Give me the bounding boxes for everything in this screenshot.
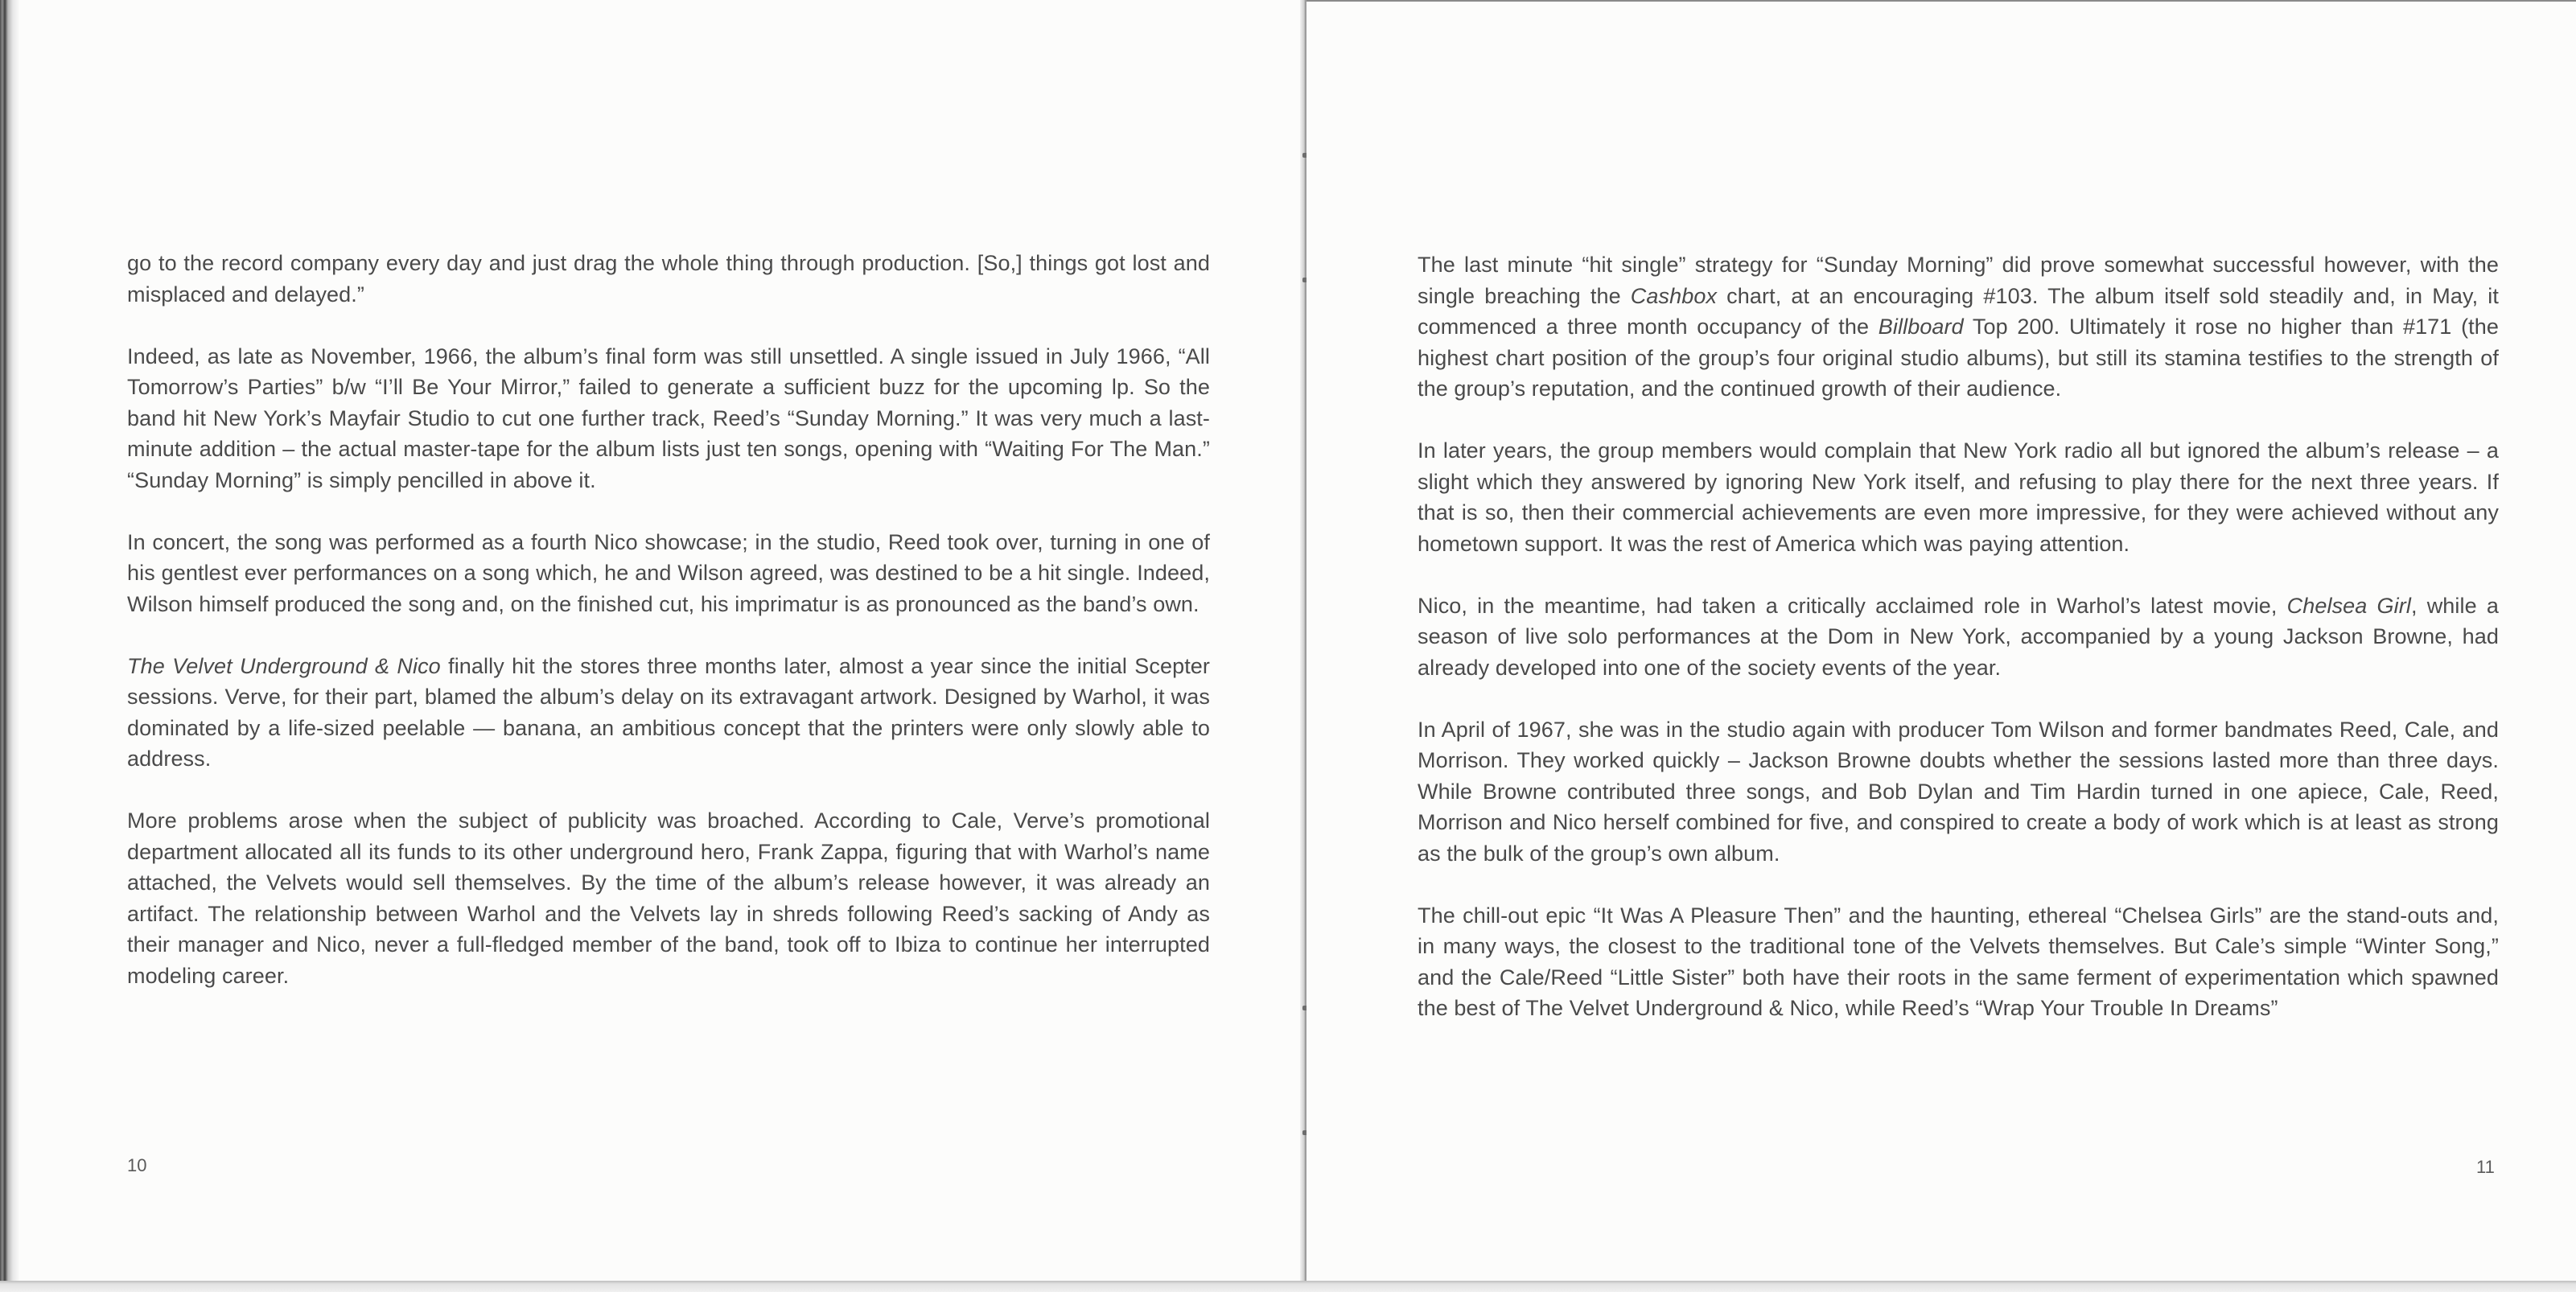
right-page [1307, 0, 2576, 1282]
paragraph-text: The last minute “hit single” strategy for “Sunday Morning” did prove somewhat successful however, with the single breaching the [1418, 253, 2499, 308]
paragraph-text: finally hit the stores three months later, almost a year since the initial Scepter sessions. Verve, for their part, blamed the album’s delay on its extravagant artwork. Designed by Warhol, it was dominated by a life-sized peelable — banana, an ambitious concept that the printers were only slowly able to address. [127, 653, 1211, 771]
paragraph-text: chart, at an encouraging #103. The album itself sold steadily and, in May, it commenced a three month occupancy of the [1418, 283, 2499, 339]
paragraph [1418, 435, 2499, 559]
chart-name-italic: Cashbox [1630, 283, 1718, 308]
booklet-bottom-edge [0, 1281, 2576, 1292]
paragraph [1418, 249, 2499, 405]
paragraph-text: In later years, the group members would complain that New York radio all but ignored the album’s release – a slight which they answered by ignoring New York itself, and refusing to play there for the next three years. If that is so, then their commercial achievements are even more impressive, for they were achieved without any hometown support. It was the rest of America which was paying attention. [1418, 438, 2499, 556]
paragraph-text: In concert, the song was performed as a fourth Nico showcase; in the studio, Reed took over, turning in one of his gentlest ever performances on a song which, he and Wilson agreed, was destined to be a hit single. Indeed, Wilson himself produced the song and, on the finished cut, his imprimatur is as pronounced as the band’s own. [127, 529, 1210, 616]
paragraph-text: In April of 1967, she was in the studio again with producer Tom Wilson and former bandmates Reed, Cale, and Morrison. They worked quickly – Jackson Browne doubts whether the sessions lasted more than three days. While Browne contributed three songs, and Bob Dylan and Tim Hardin turned in one apiece, Cale, Reed, Morrison and Nico herself combined for five, and conspired to create a body of work which is at least as strong as the bulk of the group’s own album. [1418, 717, 2499, 866]
paragraph [1418, 900, 2499, 1024]
paragraph [127, 805, 1210, 991]
paragraph-text: More problems arose when the subject of publicity was broached. According to Cale, Verve’s promotional department allocated all its funds to its other underground hero, Frank Zappa, figuring that with Warhol’s name attached, the Velvets would sell themselves. By the time of the album’s release however, it was already an artifact. The relationship between Warhol and the Velvets lay in shreds following Reed’s sacking of Andy as their manager and Nico, never a full-fledged member of the band, took off to Ibiza to continue her interrupted modeling career. [127, 809, 1210, 988]
paragraph [127, 341, 1210, 496]
paragraph-text: Nico, in the meantime, had taken a critically acclaimed role in Warhol’s latest movie, [1418, 593, 2287, 618]
movie-title-italic: Chelsea Girl [2286, 593, 2411, 618]
paragraph-text: go to the record company every day and just drag the whole thing through production. [So,] things got lost and misplaced and delayed.” [127, 251, 1210, 307]
page-number-left: 10 [127, 1155, 147, 1175]
album-title-italic: The Velvet Underground & Nico [127, 653, 441, 678]
paragraph-text: Indeed, as late as November, 1966, the album’s final form was still unsettled. A single issued in July 1966, “All Tomorrow’s Parties” b/w “I’ll Be Your Mirror,” failed to generate a sufficient buzz for the upcoming lp. So the band hit New York’s Mayfair Studio to cut one further track, Reed’s “Sunday Morning.” It was very much a last-minute addition – the actual master-tape for the album lists just ten songs, opening with “Waiting For The Man.” “Sunday Morning” is simply pencilled in above it. [127, 344, 1210, 492]
paragraph [1418, 714, 2499, 870]
left-page-text [127, 248, 1210, 1022]
paragraph [1418, 590, 2499, 684]
page-number-right: 11 [2476, 1157, 2495, 1177]
right-page-text [1418, 249, 2499, 1055]
chart-name-italic: Billboard [1878, 315, 1964, 339]
paragraph-text: Top 200. Ultimately it rose no higher than #171 (the highest chart position of the group’s four original studio albums), but still its stamina testifies to the strength of the group’s reputation, and the continued growth of their audience. [1418, 315, 2499, 401]
booklet-binding-edge [0, 0, 19, 1281]
paragraph-text: The chill-out epic “It Was A Pleasure Then” and the haunting, ethereal “Chelsea Girls” are the stand-outs and, in many ways, the closest to the traditional tone of the Velvets themselves. But Cale’s simple “Winter Song,” and the Cale/Reed “Little Sister” both have their roots in the same ferment of experimentation which spawned the best of The Velvet Underground & Nico, while Reed’s “Wrap Your Trouble In Dreams” [1418, 903, 2499, 1020]
paragraph [127, 248, 1210, 310]
paragraph [127, 651, 1210, 775]
paragraph [127, 527, 1210, 620]
paragraph-text: , while a season of live solo performances at the Dom in New York, accompanied by a young Jackson Browne, had already developed into one of the society events of the year. [1418, 593, 2499, 680]
